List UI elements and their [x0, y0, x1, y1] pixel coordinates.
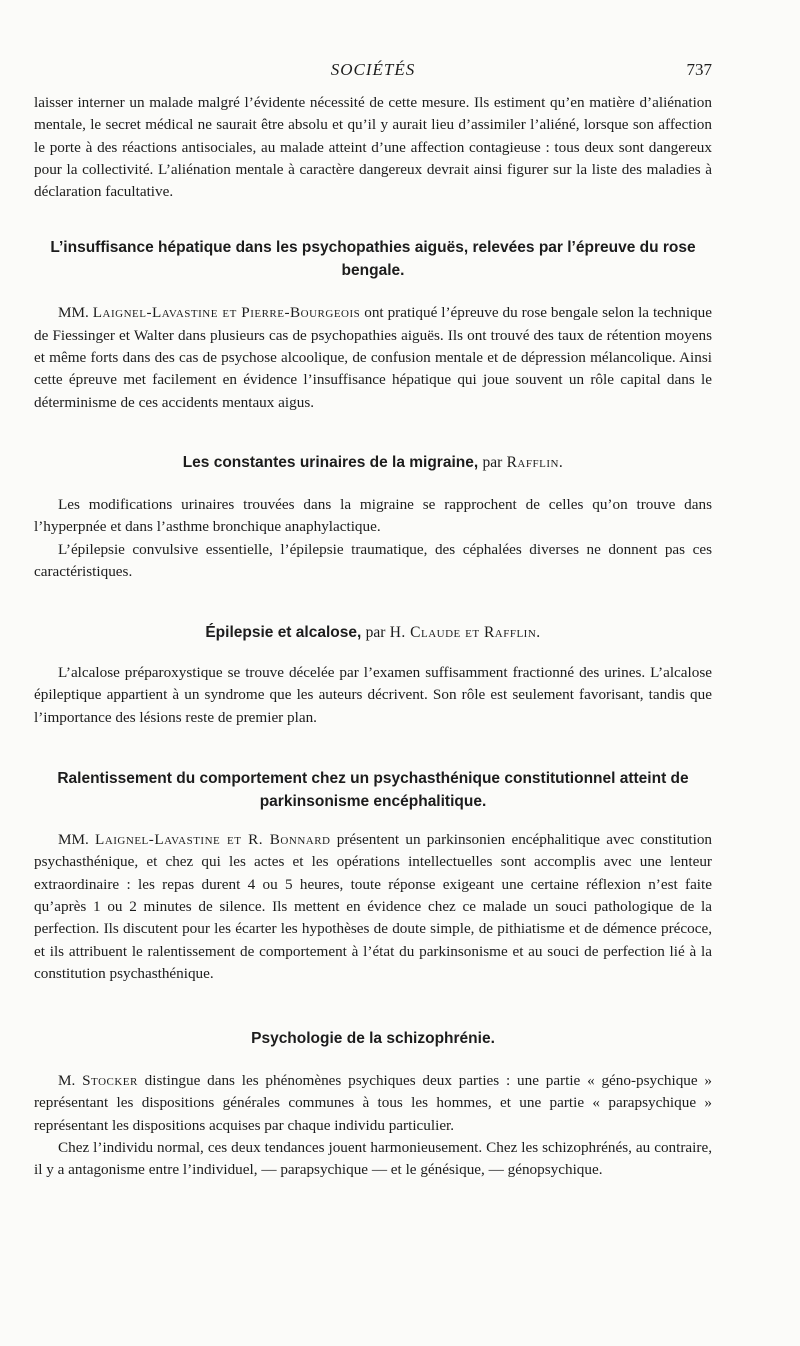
byline-author: H. Claude et Rafflin.: [389, 624, 541, 642]
authors: Laignel-Lavastine et R. Bonnard: [95, 831, 331, 849]
section-paragraph-schizophrenie-1: [34, 1070, 712, 1137]
section-paragraph-epilepsie-alcalose: L’alcalose préparoxystique se trouve décelée par l’examen suffisamment fractionné des urines. L’alcalose épileptique appartient à un syndrome que les auteurs décrivent. Son rôle est seulement favorisant, tandis que l’importance des lésions reste de premier plan.: [34, 664, 712, 726]
title-text: Les constantes urinaires de la migraine,: [182, 453, 479, 471]
authors: Stocker: [82, 1072, 138, 1090]
section-paragraph-schizophrenie-2: Chez l’individu normal, ces deux tendances jouent harmonieusement. Chez les schizophrénés, au contraire, il y a antagonisme entre l’individuel, — parapsychique — et le génésique, — génopsychique.: [34, 1139, 712, 1179]
page-number: 737: [686, 60, 712, 79]
title-text: Épilepsie et alcalose,: [205, 624, 362, 642]
byline-par: par: [482, 453, 503, 471]
authors: Laignel-Lavastine et Pierre-Bourgeois: [92, 304, 361, 322]
section-title-epilepsie-alcalose: [34, 621, 712, 644]
authors-prefix: MM.: [58, 304, 89, 322]
section-title-schizophrenie: Psychologie de la schizophrénie.: [251, 1030, 495, 1048]
running-title: SOCIÉTÉS: [330, 60, 416, 79]
intro-paragraph: laisser interner un malade malgré l’évidente nécessité de cette mesure. Ils estiment qu’en matière d’aliénation mentale, le secret médical ne saurait être absolu et qu’il y aurait lieu d’assimiler l’aliéné, lorsque son affection le porte à des réactions antisociales, au malade atteint d’une affection contagieuse : tous deux sont dangereux pour la collectivité. L’aliénation mentale à caractère dangereux devrait ainsi figurer sur la liste des maladies à déclaration facultative.: [34, 94, 712, 201]
running-header: [34, 60, 712, 84]
section-paragraph-constantes-urinaires-1: Les modifications urinaires trouvées dans la migraine se rapprochent de celles qu’on trouve dans l’hyperpnée et dans l’asthme bronchique anaphylactique.: [34, 495, 712, 536]
section-title-constantes-urinaires: [34, 451, 712, 474]
section-paragraph-constantes-urinaires-2: L’épilepsie convulsive essentielle, l’épilepsie traumatique, des céphalées diverses ne donnent pas ces caractéristiques.: [34, 540, 712, 580]
article-body: [34, 92, 712, 1182]
section-paragraph-ralentissement: [34, 829, 712, 985]
paragraph-text: distingue dans les phénomènes psychiques deux parties : une partie « géno-psychique » représentant les dispositions générales communes à tous les hommes, et une partie « parapsychique » représentant les dispositions acquises par chaque individu particulier.: [34, 1072, 713, 1134]
section-title-insuffisance-hepatique: L’insuffisance hépatique dans les psychopathies aiguës, relevées par l’épreuve du rose bengale.: [50, 239, 696, 280]
authors-prefix: M.: [58, 1072, 76, 1090]
authors-prefix: MM.: [58, 831, 89, 849]
paragraph-text: présentent un parkinsonien encéphalitique avec constitution psychasthénique, et chez qui les actes et les opérations intellectuelles sont accomplis avec une lenteur extraordinaire : les repas durent 4 ou 5 heures, toute réponse exigeant une certaine réflexion n’est faite qu’après 1 ou 2 minutes de silence. Ils mettent en évidence chez ce malade un souci pathologique de la perfection. Ils discutent pour les écarter les hypothèses de doute simple, de pithiatisme et de démence précoce, et ils attribuent le ralentissement de comportement à l’état du parkinsonisme et au souci de perfection lié à la constitution psychasthénique.: [34, 831, 713, 982]
paragraph-text: ont pratiqué l’épreuve du rose bengale selon la technique de Fiessinger et Walter dans plusieurs cas de psychopathies aiguës. Ils ont trouvé des taux de rétention moyens et même forts dans des cas de psychose alcoolique, de confusion mentale et de dépression mélancolique. Ainsi cette épreuve met facilement en évidence l’insuffisance hépatique qui joue souvent un rôle capital dans le déterminisme de ces accidents mentaux aigus.: [34, 304, 712, 411]
byline-author: Rafflin.: [506, 453, 564, 471]
section-title-ralentissement: Ralentissement du comportement chez un psychasthénique constitutionnel atteint de parkinsonisme encéphalitique.: [57, 770, 689, 811]
section-paragraph-insuffisance-hepatique: [34, 302, 712, 413]
byline-par: par: [365, 624, 386, 642]
